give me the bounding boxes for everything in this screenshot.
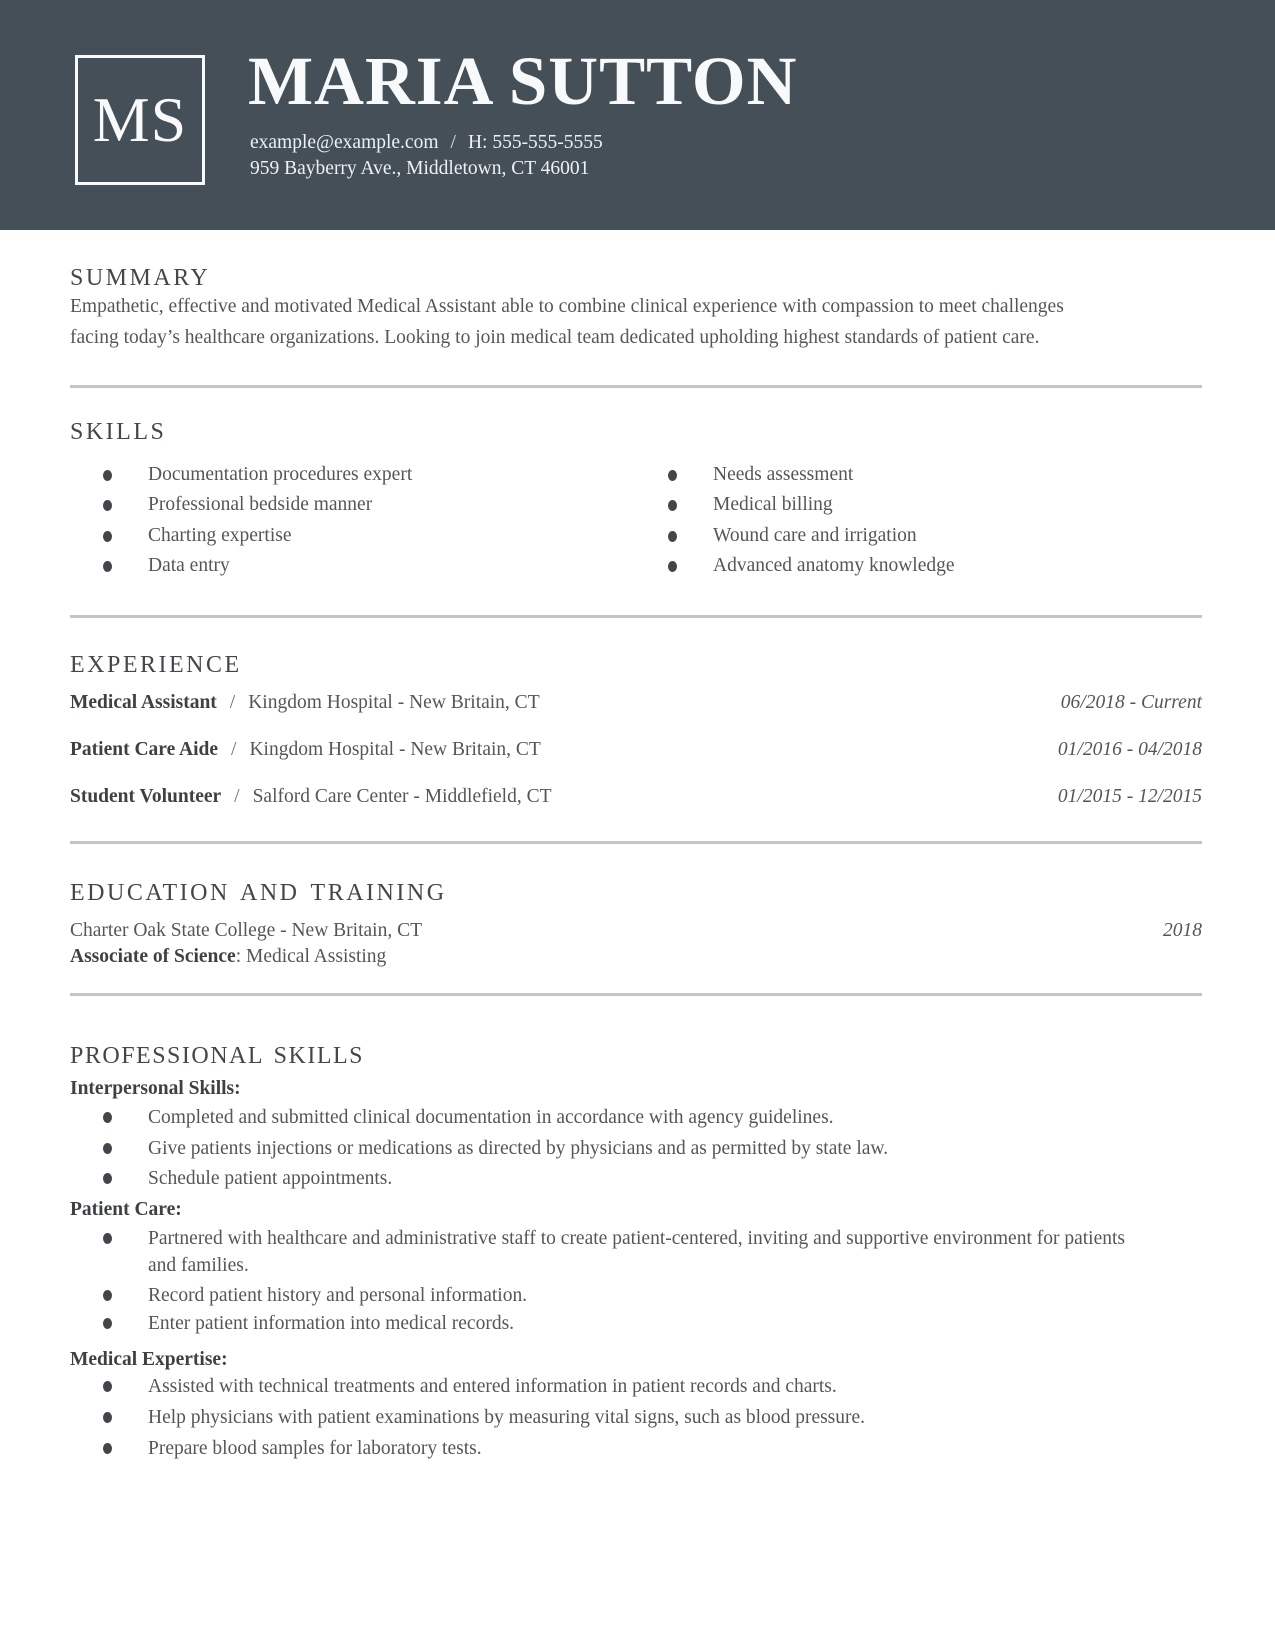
contact-line-1 bbox=[250, 130, 603, 156]
skill-item: Advanced anatomy knowledge bbox=[668, 553, 955, 579]
bullet-icon bbox=[103, 561, 112, 572]
bullet-icon bbox=[668, 500, 677, 511]
skill-item: Documentation procedures expert bbox=[103, 462, 412, 488]
section-divider bbox=[70, 615, 1202, 618]
experience-heading: EXPERIENCE bbox=[70, 652, 242, 678]
bullet-icon bbox=[103, 531, 112, 542]
section-divider bbox=[70, 841, 1202, 844]
bullet-icon bbox=[103, 1412, 112, 1423]
education-heading: EDUCATION AND TRAINING bbox=[70, 880, 447, 906]
address-text: 959 Bayberry Ave., Middletown, CT 46001 bbox=[250, 158, 590, 179]
bullet-icon bbox=[103, 1318, 112, 1329]
bullet-icon bbox=[668, 531, 677, 542]
degree-name: Associate of Science bbox=[70, 946, 236, 967]
bullet-icon bbox=[103, 1143, 112, 1154]
graduation-year: 2018 bbox=[1163, 920, 1202, 941]
section-divider bbox=[70, 993, 1202, 996]
professional-skill-item: Give patients injections or medications as directed by physicians and as permitted by state law. bbox=[103, 1135, 1138, 1162]
skill-item: Wound care and irrigation bbox=[668, 523, 917, 549]
professional-skill-item: Assisted with technical treatments and entered information in patient records and charts. bbox=[103, 1373, 1138, 1400]
professional-skill-item: Partnered with healthcare and administrative staff to create patient-centered, inviting and supportive environment for patients and families. bbox=[103, 1225, 1138, 1279]
job-row bbox=[70, 784, 1202, 810]
phone-text: H: 555-555-5555 bbox=[467, 132, 603, 153]
summary-text: Empathetic, effective and motivated Medical Assistant able to combine clinical experience with compassion to meet challenges facing today’s healthcare organizations. Looking to join medical team dedicated upholding highest standards of patient care. bbox=[70, 296, 1064, 348]
bullet-icon bbox=[103, 1290, 112, 1301]
bullet-icon bbox=[103, 1233, 112, 1244]
bullet-icon bbox=[103, 470, 112, 481]
bullet-icon bbox=[103, 500, 112, 511]
job-title: Student Volunteer bbox=[70, 786, 222, 807]
job-company: Salford Care Center - Middlefield, CT bbox=[252, 786, 552, 807]
summary-heading: SUMMARY bbox=[70, 265, 211, 291]
education-school-row bbox=[70, 918, 1202, 944]
skill-item: Professional bedside manner bbox=[103, 492, 372, 518]
skills-heading: SKILLS bbox=[70, 419, 167, 445]
professional-skill-item: Help physicians with patient examinations by measuring vital signs, such as blood pressure. bbox=[103, 1404, 1138, 1431]
job-separator: / bbox=[229, 692, 236, 713]
bullet-icon bbox=[103, 1381, 112, 1392]
skill-item: Needs assessment bbox=[668, 462, 853, 488]
professional-skill-item: Record patient history and personal information. bbox=[103, 1282, 1138, 1309]
job-row bbox=[70, 690, 1202, 716]
job-dates: 01/2016 - 04/2018 bbox=[1057, 739, 1202, 760]
section-divider bbox=[70, 385, 1202, 388]
skill-item: Data entry bbox=[103, 553, 230, 579]
degree-field: : Medical Assisting bbox=[235, 946, 387, 967]
skill-group-label: Medical Expertise: bbox=[70, 1349, 228, 1370]
job-separator: / bbox=[231, 739, 237, 760]
job-separator: / bbox=[234, 786, 240, 807]
skill-item: Medical billing bbox=[668, 492, 833, 518]
header-band bbox=[0, 0, 1275, 230]
professional-skill-item: Enter patient information into medical records. bbox=[103, 1310, 1138, 1337]
email-text: example@example.com bbox=[250, 132, 439, 153]
bullet-icon bbox=[103, 1173, 112, 1184]
person-name: MARIA SUTTON bbox=[248, 43, 798, 119]
school-name: Charter Oak State College - New Britain, CT bbox=[70, 920, 422, 941]
skill-item: Charting expertise bbox=[103, 523, 292, 549]
monogram-badge bbox=[75, 55, 205, 185]
skill-group-label: Patient Care: bbox=[70, 1199, 182, 1220]
bullet-icon bbox=[103, 1443, 112, 1454]
contact-separator: / bbox=[450, 132, 456, 153]
professional-skill-item: Completed and submitted clinical documentation in accordance with agency guidelines. bbox=[103, 1104, 1138, 1131]
professional-skills-heading: PROFESSIONAL SKILLS bbox=[70, 1043, 364, 1069]
monogram-initials: MS bbox=[92, 84, 188, 155]
education-degree-row bbox=[70, 944, 1202, 970]
job-row bbox=[70, 737, 1202, 763]
bullet-icon bbox=[103, 1112, 112, 1123]
job-dates: 06/2018 - Current bbox=[1060, 692, 1202, 713]
job-company: Kingdom Hospital - New Britain, CT bbox=[248, 692, 540, 713]
skill-group-label: Interpersonal Skills: bbox=[70, 1078, 241, 1099]
job-title: Patient Care Aide bbox=[70, 739, 219, 760]
job-title: Medical Assistant bbox=[70, 692, 217, 713]
job-company: Kingdom Hospital - New Britain, CT bbox=[249, 739, 541, 760]
professional-skill-item: Prepare blood samples for laboratory tests. bbox=[103, 1435, 1138, 1462]
bullet-icon bbox=[668, 561, 677, 572]
professional-skill-item: Schedule patient appointments. bbox=[103, 1165, 1138, 1192]
job-dates: 01/2015 - 12/2015 bbox=[1057, 786, 1202, 807]
bullet-icon bbox=[668, 470, 677, 481]
